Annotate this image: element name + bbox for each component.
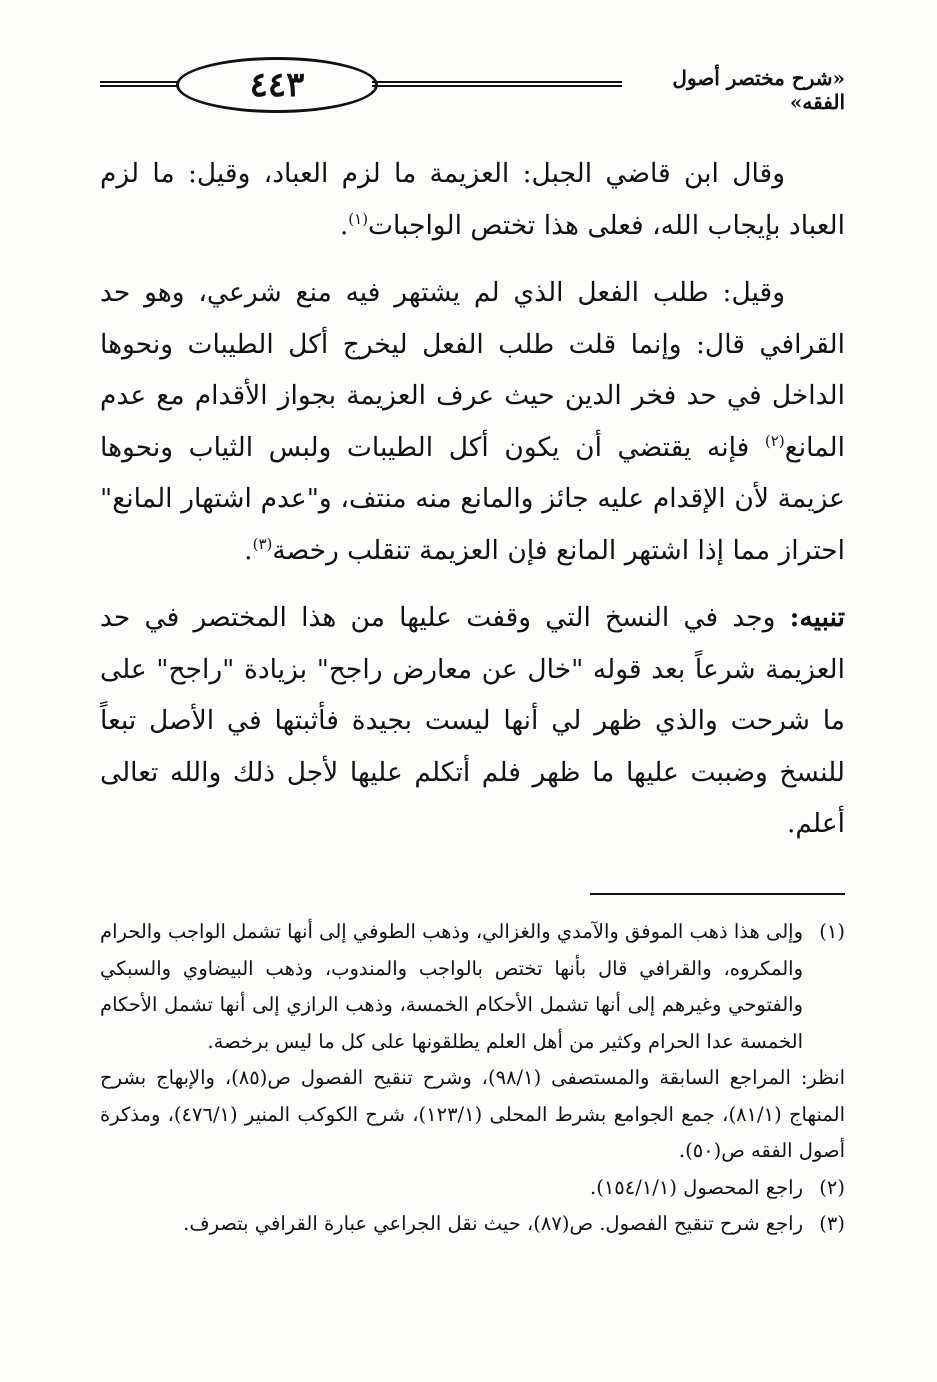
paragraph-1-end: . <box>339 209 349 241</box>
paragraph-2-text-b: فإنه يقتضي أن يكون أكل الطيبات ولبس الثياب ونحوها عزيمة لأن الإقدام عليه جائز والمانع منه منتف، و"عدم اشتهار المانع" احتراز مما إذا اشتهر المانع فإن العزيمة تنقلب رخصة <box>100 431 845 566</box>
footnote-1-text: وإلى هذا ذهب الموفق والآمدي والغزالي، وذهب الطوفي إلى أنها تشمل الواجب والحرام والمكروه، والقرافي قال بأنها تختص بالواجب والمندوب، وذهب البيضاوي والسبكي والفتوحي وغيرهم إلى أنها تشمل الأحكام الخمسة، وذهب الرازي إلى أنها تشمل الأحكام الخمسة عدا الحرام وكثير من أهل العلم يطلقونها على كل ما ليس برخصة. <box>100 920 803 1053</box>
paragraph-2-end: . <box>244 534 253 566</box>
footnote-3 <box>100 1206 845 1243</box>
footnote-3-number: (٣) <box>819 1212 845 1235</box>
footnote-2-number: (٢) <box>819 1175 845 1199</box>
header-rule-left <box>100 81 178 87</box>
note-text: وجد في النسخ التي وقفت عليها من هذا المختصر في حد العزيمة شرعاً بعد قوله "خال عن معارض راجح" بزيادة "راجح" على ما شرحت والذي ظهر لي أنها ليست بجيدة فأثبتها في الأصل تبعاً للنسخ وضببت عليها ما ظهر فلم أتكلم عليها لأجل ذلك والله تعالى أعلم. <box>100 602 845 839</box>
footnote-1-number: (١) <box>819 920 845 943</box>
paragraph-1-text: وقال ابن قاضي الجبل: العزيمة ما لزم العباد، وقيل: ما لزم العباد بإيجاب الله، فعلى هذا تختص الواجبات <box>100 158 845 241</box>
footnote-2-text: راجع المحصول (١٥٤/١/١). <box>590 1175 803 1199</box>
note-label: تنبيه: <box>789 602 845 633</box>
main-text <box>100 148 845 866</box>
page-header <box>100 52 845 114</box>
paragraph-2-text-a: وقيل: طلب الفعل الذي لم يشتهر فيه منع شرعي، وهو حد القرافي قال: وإنما قلت طلب الفعل ليخرج أكل الطيبات ونحوها الداخل في حد فخر الدين حيث عرف العزيمة بجواز الأقدام مع عدم المانع <box>100 277 845 463</box>
footnote-1 <box>100 914 845 1060</box>
footnote-ref-3: (٣) <box>252 534 273 553</box>
paragraph-1 <box>100 148 845 251</box>
footnote-2 <box>100 1170 845 1207</box>
footnote-ref-1: (١) <box>348 209 369 228</box>
paragraph-2 <box>100 267 845 576</box>
footnote-separator <box>590 893 845 895</box>
footnote-ref-2: (٢) <box>764 431 785 450</box>
footnote-3-text: راجع شرح تنقيح الفصول. ص(٨٧)، حيث نقل الجراعي عبارة القرافي بتصرف. <box>183 1212 803 1235</box>
footnote-1-continuation: انظر: المراجع السابقة والمستصفى (٩٨/١)، وشرح تنقيح الفصول ص(٨٥)، والإبهاج بشرح المنهاج (٨١/١)، جمع الجوامع بشرط المحلى (١٢٣/١)، شرح الكوكب المنير (٤٧٦/١)، ومذكرة أصول الفقه ص(٥٠). <box>100 1066 845 1162</box>
running-title: «شرح مختصر أصول الفقه» <box>672 66 845 114</box>
page-number: ٤٤٣ <box>176 57 378 113</box>
footnotes <box>100 914 845 1243</box>
note-paragraph <box>100 592 845 850</box>
header-rule-right <box>372 81 622 87</box>
